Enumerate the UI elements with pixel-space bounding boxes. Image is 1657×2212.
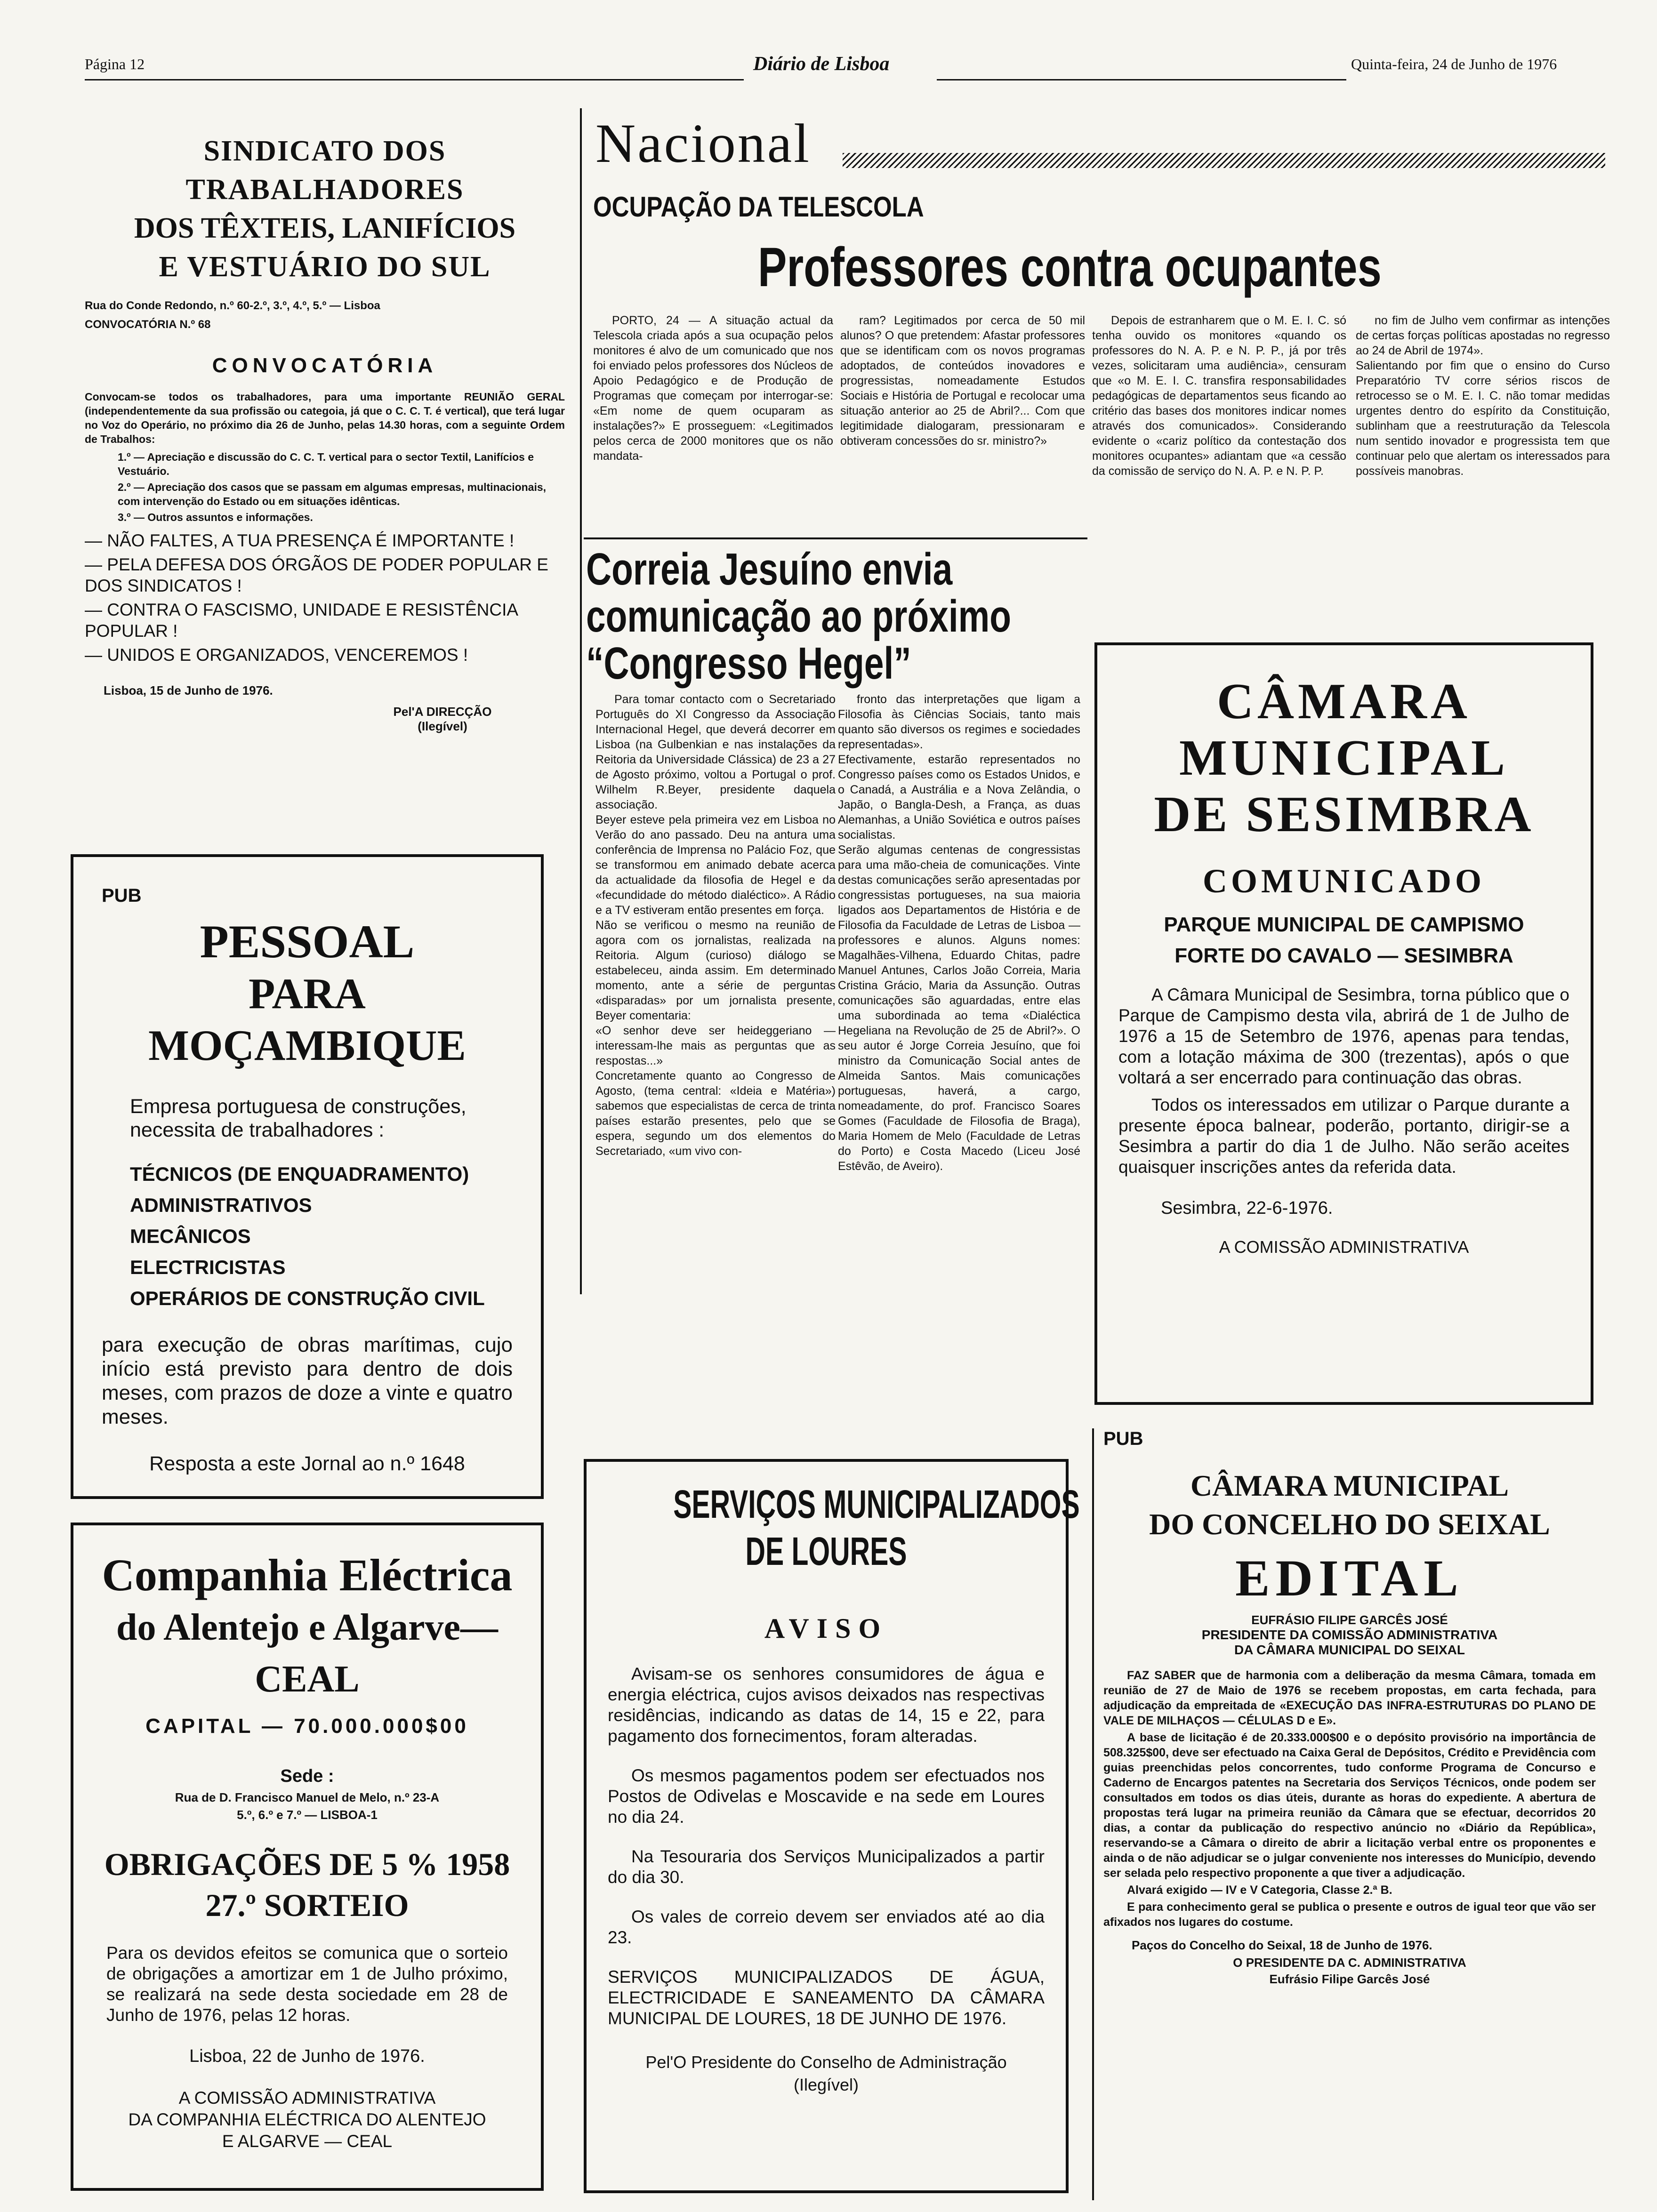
ceal-obrigacoes: OBRIGAÇÕES DE 5 % 1958 [104, 1846, 510, 1882]
slogan: — PELA DEFESA DOS ÓRGÃOS DE PODER POPULAR E DOS SINDICATOS ! [85, 555, 548, 595]
jesuino-headline-line3: “Congresso Hegel” [586, 638, 911, 689]
pessoal-title-line1: PESSOAL [200, 915, 415, 968]
seixal-signature-line1: O PRESIDENTE DA C. ADMINISTRATIVA [1233, 1956, 1466, 1970]
sesimbra-notice [1094, 642, 1593, 1405]
seixal-p1: FAZ SABER que de harmonia com a deliberação da mesma Câmara, tomada em reunião de 27 de Maio de 1976 se recebem propostas, em carta fechada, para adjudicação da empreitada de «EXECUÇÃO DAS INFRA-ESTRUTURAS DO PLANO DE VALE DE MILHAÇOS — CÉLULAS D e E». [1103, 1669, 1596, 1727]
role-item: MECÂNICOS [130, 1225, 251, 1247]
masthead: Diário de Lisboa [753, 53, 890, 75]
telescola-col4-text: no fim de Julho vem confirmar as intenções de certas forças políticas apostadas no regresso ao 24 de Abril de 1974». Salientando por fim que o ensino do Curso Preparatório TV corre sérios riscos de retrocesso se o M. E. I. C. não tomar medidas urgentes dentro do espírito da Constituição, sublinham que a reestruturação da Telescola num sentido inovador e progressista tem que continuar pelo que alertam os interessados para possíveis manobras. [1356, 314, 1610, 478]
seixal-title-line1: CÂMARA MUNICIPAL [1190, 1469, 1509, 1502]
telescola-col2 [840, 313, 1085, 534]
loures-p2: Os mesmos pagamentos podem ser efectuados nos Postos de Odivelas e Moscavide e na sede em Loures no dia 24. [608, 1766, 1045, 1827]
article-divider [584, 537, 1087, 539]
slogan: — CONTRA O FASCISMO, UNIDADE E RESISTÊNCIA POPULAR ! [85, 600, 517, 641]
seixal-notice [1092, 1428, 1605, 2200]
ceal-sorteio: 27.º SORTEIO [205, 1887, 409, 1923]
telescola-col4 [1356, 313, 1610, 605]
sindicato-notice [85, 132, 565, 824]
loures-p1: Avisam-se os senhores consumidores de água e energia eléctrica, cujos avisos deixados nas respectivas residências, indicando as datas de 14, 15 e 22, para pagamento dos fornecimentos, foram alteradas. [608, 1664, 1045, 1746]
sindicato-address: Rua do Conde Redondo, n.º 60-2.º, 3.º, 4.º, 5.º — Lisboa [85, 299, 380, 312]
role-item: ADMINISTRATIVOS [130, 1194, 312, 1216]
jesuino-col2-text: fronto das interpretações que ligam a Filosofia às Ciências Sociais, tanto mais quanto são diversos os regimes e sociedades representadas». Efectivamente, estarão representados no Congresso países como os Estados Unidos, e o Canadá, a Austrália e a Nova Zelândia, o Japão, o Bangla-Desh, a França, as duas Alemanhas, a União Soviética e outros países socialistas. Serão algumas centenas de congressistas para uma mão-cheia de comunicações. Vinte destas comunicações serão apresentadas por congressistas portugueses, na sua maioria ligados aos Departamentos de História e de Filosofia da Faculdade de Letras de Lisboa — professores e alunos. Alguns nomes: Magalhães-Vilhena, Eduardo Chitas, padre Manuel Antunes, Carlos João Correia, Maria Cristina Grácio, Maria da Assunção. Outras comunicações são aguardadas, entre elas uma subordinada ao tema «Dialéctica Hegeliana na Revolução de 25 de Abril?». O seu autor é Jorge Correia Jesuíno, que foi ministro da Comunicação Social antes de Almeida Santos. Mais comunicações portuguesas, haverá, a cargo, nomeadamente, do prof. Francisco Soares Gomes (Faculdade de Filosofia de Braga), Maria Homem de Melo (Faculdade de Letras do Porto) e Costa Macedo (Liceu José Estêvão, de Aveiro). [838, 693, 1080, 1173]
seixal-signature-line2: Eufrásio Filipe Garcês José [1269, 1972, 1430, 1986]
sindicato-title-line2: DOS TÊXTEIS, LANIFÍCIOS [134, 212, 516, 244]
ceal-signature-line3: E ALGARVE — CEAL [222, 2132, 393, 2151]
loures-signature-illegible: (Ilegível) [793, 2075, 859, 2094]
telescola-col1-text: PORTO, 24 — A situação actual da Telescola criada após a sua ocupação pelos monitores é alvo de um comunicado que nos foi enviado pelos professores dos Núcleos de Apoio Pedagógico e de Produção de Programas que começam por interrogar-se: «Em nome de quem ocuparam as instalações?» E prosseguem: «Legitimados pelos cerca de 2000 monitores que os não mandata- [593, 314, 833, 463]
sindicato-signature-illegible: (Ilegível) [418, 719, 467, 733]
ceal-notice [71, 1523, 544, 2191]
ceal-sede-label: Sede : [280, 1766, 334, 1786]
column-divider [580, 108, 582, 1294]
ceal-place-date: Lisboa, 22 de Junho de 1976. [189, 2046, 425, 2066]
seixal-p2: A base de licitação é de 20.333.000$00 e o depósito provisório na importância de 508.325$00, deve ser efectuado na Caixa Geral de Depósitos, Crédito e Previdência com guias preenchidas pelos concorrentes, tudo conforme Programa de Concurso e Caderno de Encargos patentes na Secretaria dos Serviços Técnicos, onde podem ser consultados em todos os dias úteis, durante as horas do expediente. A abertura de propostas terá lugar na primeira reunião da Câmara que se efectuar, decorridos 20 dias, a contar da publicação do respectivo anúncio no «Diário da República», reservando-se a Câmara o direito de abrir a licitação verbal entre os proponentes e ainda o de não adjudicar se o julgar conveniente nos interesses do Município, devendo ser selada pelo respectivo proponente a que tiver a adjudicação. [1103, 1731, 1596, 1880]
pessoal-reply: Resposta a este Jornal ao n.º 1648 [149, 1452, 465, 1475]
telescola-col1 [593, 313, 833, 534]
pub-label: PUB [1103, 1428, 1143, 1449]
seixal-role-line1: PRESIDENTE DA COMISSÃO ADMINISTRATIVA [1201, 1627, 1498, 1642]
telescola-col3-text: Depois de estranharem que o M. E. I. C. só tenha ouvido os monitores «quando os professores do N. A. P. e N. P. P., já por três vezes, solicitaram uma audiência», censuram que «o M. E. I. C. transfira responsabilidades pedagógicas de departamentos seus ficando ao critério das bases dos monitores indicar nomes através dos comunicados». Considerando evidente o «cariz político da contestação dos monitores ocupantes» adiantam que «a cessão da comissão de serviço do N. A. P. e N. P. P. [1092, 314, 1346, 478]
slogan: — NÃO FALTES, A TUA PRESENÇA É IMPORTANTE ! [85, 531, 515, 550]
loures-p3: Na Tesouraria dos Serviços Municipalizados a partir do dia 30. [608, 1847, 1045, 1887]
loures-p4: Os vales de correio devem ser enviados até ao dia 23. [608, 1907, 1045, 1947]
jesuino-col1 [595, 692, 836, 1445]
sindicato-reference: CONVOCATÓRIA N.º 68 [85, 318, 211, 331]
pessoal-intro: Empresa portuguesa de construções, necessita de trabalhadores : [130, 1095, 467, 1141]
slogan-list [85, 530, 565, 665]
sesimbra-sub-line1: PARQUE MUNICIPAL DE CAMPISMO [1164, 913, 1524, 936]
header-rule-left [85, 79, 744, 80]
pub-label: PUB [102, 885, 142, 906]
ceal-sede-address: Rua de D. Francisco Manuel de Melo, n.º 23-A [175, 1790, 440, 1804]
sesimbra-title-line2: MUNICIPAL [1179, 730, 1509, 786]
sesimbra-p2: Todos os interessados em utilizar o Parque durante a presente época balnear, poderão, portanto, dirigir-se a Sesimbra a partir do dia 1 de Julho. Não serão aceites quaisquer inscrições antes da referida data. [1118, 1095, 1569, 1177]
loures-aviso: AVISO [764, 1613, 888, 1644]
sesimbra-title-line3: DE SESIMBRA [1154, 786, 1534, 842]
ceal-signature-line1: A COMISSÃO ADMINISTRATIVA [178, 2088, 436, 2108]
sindicato-title-line1: SINDICATO DOS TRABALHADORES [185, 135, 464, 206]
issue-date: Quinta-feira, 24 de Junho de 1976 [1351, 56, 1557, 72]
sesimbra-sub-line2: FORTE DO CAVALO — SESIMBRA [1174, 944, 1513, 967]
sindicato-title-line3: E VESTUÁRIO DO SUL [159, 251, 491, 283]
agenda-list [85, 450, 565, 524]
jesuino-headline-line2: comunicação ao próximo [586, 591, 1011, 641]
seixal-president-name: EUFRÁSIO FILIPE GARCÊS JOSÉ [1251, 1613, 1448, 1627]
convocatoria-heading: CONVOCATÓRIA [212, 354, 438, 377]
role-item: TÉCNICOS (DE ENQUADRAMENTO) [130, 1163, 469, 1185]
sesimbra-signature: A COMISSÃO ADMINISTRATIVA [1219, 1237, 1469, 1257]
jesuino-col1-text: Para tomar contacto com o Secretariado Português do XI Congresso da Associação Internacional Hegel, que deverá decorrer em Lisboa (na Gulbenkian e nas instalações da Reitoria da Universidade Clássica) de 23 a 27 de Agosto próximo, voltou a Portugal o prof. Wilhelm R.Beyer, presidente daquela associação. Beyer esteve pela primeira vez em Lisboa no Verão do ano passado. Deu na antura uma conferência de Imprensa no Palácio Foz, que se transformou em animado debate acerca da actualidade da filosofia de Hegel e da «fecundidade do método dialéctico». A Rádio e a TV estiveram então presentes em força. Não se verificou o mesmo na reunião de agora com os jornalistas, realizada na Reitoria. Algum (curioso) diálogo se estabeleceu, ainda assim. Em determinado momento, ante a série de perguntas «disparadas» por um jornalista presente, Beyer comentaria: «O senhor deve ser heideggeriano — interessam-lhe mais as perguntas que as respostas...» Concretamente quanto ao Congresso de Agosto, (tema central: «Ideia e Matéria») sabemos que especialistas de cerca de trinta países estarão presentes, pelo que se espera, segundo um dos elementos do Secretariado, «um vivo con- [595, 693, 836, 1158]
role-list [102, 1159, 513, 1314]
jesuino-col2 [838, 692, 1080, 1445]
role-item: OPERÁRIOS DE CONSTRUÇÃO CIVIL [130, 1287, 485, 1309]
section-title: Nacional [595, 112, 811, 174]
ceal-title-line2: do Alentejo e Algarve—CEAL [116, 1607, 498, 1700]
agenda-item: 1.º — Apreciação e discussão do C. C. T. vertical para o sector Textil, Lanifícios e Vestuário. [118, 451, 534, 477]
section-hatch-bar [843, 153, 1605, 168]
loures-p5: SERVIÇOS MUNICIPALIZADOS DE ÁGUA, ELECTRICIDADE E SANEAMENTO DA CÂMARA MUNICIPAL DE LOURES, 18 DE JUNHO DE 1976. [608, 1967, 1045, 2028]
jesuino-headline-line1: Correia Jesuíno envia [586, 544, 953, 594]
agenda-item: 3.º — Outros assuntos e informações. [118, 511, 313, 523]
header-rule-right [937, 79, 1346, 80]
loures-title-line2: DE LOURES [745, 1529, 907, 1573]
seixal-role-line2: DA CÂMARA MUNICIPAL DO SEIXAL [1234, 1643, 1465, 1657]
loures-title-line1: SERVIÇOS MUNICIPALIZADOS [673, 1482, 1080, 1526]
slogan: — UNIDOS E ORGANIZADOS, VENCEREMOS ! [85, 645, 468, 665]
page-number: Página 12 [85, 56, 145, 72]
sindicato-place-date: Lisboa, 15 de Junho de 1976. [104, 683, 273, 697]
telescola-col2-text: ram? Legitimados por cerca de 50 mil alunos? O que pretendem: Afastar professores que se identificam com os novos programas adoptados, de conteúdos inovadores e progressistas, nomeadamente Estudos Sociais e História de Portugal e recolocar uma situação anterior ao 25 de Abril?... Com que legitimidade dialogaram, pressionaram e obtiveram concessões do sr. ministro?» [840, 314, 1085, 448]
sindicato-signature: Pel'A DIRECÇÃO [393, 705, 492, 719]
seixal-title-line2: DO CONCELHO DO SEIXAL [1149, 1507, 1550, 1541]
ceal-capital: CAPITAL — 70.000.000$00 [145, 1715, 469, 1738]
loures-notice [584, 1459, 1080, 2193]
pessoal-body: para execução de obras marítimas, cujo início está previsto para dentro de dois meses, com prazos de doze a vinte e quatro meses. [102, 1333, 513, 1428]
pessoal-ad [71, 854, 544, 1499]
seixal-p4: E para conhecimento geral se publica o presente e outros de igual teor que vão ser afixados nos lugares do costume. [1103, 1900, 1596, 1929]
seixal-edital: EDITAL [1235, 1549, 1464, 1607]
telescola-col3 [1092, 313, 1346, 605]
ceal-title-line1: Companhia Eléctrica [102, 1550, 513, 1600]
role-item: ELECTRICISTAS [130, 1256, 286, 1278]
sesimbra-place-date: Sesimbra, 22-6-1976. [1161, 1198, 1333, 1218]
convocatoria-intro: Convocam-se todos os trabalhadores, para uma importante REUNIÃO GERAL (independentemente da sua profissão ou categoia, já que o C. C. T. é vertical), que terá lugar no Voz do Operário, no próximo dia 26 de Junho, pelas 14.30 horas, com a seguinte Ordem de Trabalhos: [85, 391, 565, 445]
seixal-place-date: Paços do Concelho do Seixal, 18 de Junho de 1976. [1132, 1938, 1432, 1952]
sesimbra-comunicado: COMUNICADO [1203, 862, 1485, 900]
article-kicker: OCUPAÇÃO DA TELESCOLA [593, 191, 924, 223]
ceal-body: Para os devidos efeitos se comunica que o sorteio de obrigações a amortizar em 1 de Julho próximo, se realizará na sede desta sociedade em 28 de Junho de 1976, pelas 12 horas. [106, 1943, 508, 2025]
seixal-p3: Alvará exigido — IV e V Categoria, Classe 2.ª B. [1127, 1883, 1392, 1897]
pessoal-title-line2: PARA MOÇAMBIQUE [148, 970, 466, 1069]
agenda-item: 2.º — Apreciação dos casos que se passam em algumas empresas, multinacionais, com intervenção do Estado ou em situações idênticas. [118, 481, 547, 507]
sesimbra-p1: A Câmara Municipal de Sesimbra, torna público que o Parque de Campismo desta vila, abrirá de 1 de Julho de 1976 a 15 de Setembro de 1976, apenas para tendas, com a lotação máxima de 300 (trezentas), após o que voltará a ser encerrado para continuação das obras. [1118, 985, 1569, 1087]
loures-signature: Pel'O Presidente do Conselho de Administração [645, 2052, 1007, 2072]
ceal-sede-floors: 5.º, 6.º e 7.º — LISBOA-1 [237, 1808, 378, 1822]
article-headline: Professores contra ocupantes [758, 236, 1382, 298]
sesimbra-title-line1: CÂMARA [1217, 673, 1471, 729]
ceal-signature-line2: DA COMPANHIA ELÉCTRICA DO ALENTEJO [128, 2110, 486, 2129]
